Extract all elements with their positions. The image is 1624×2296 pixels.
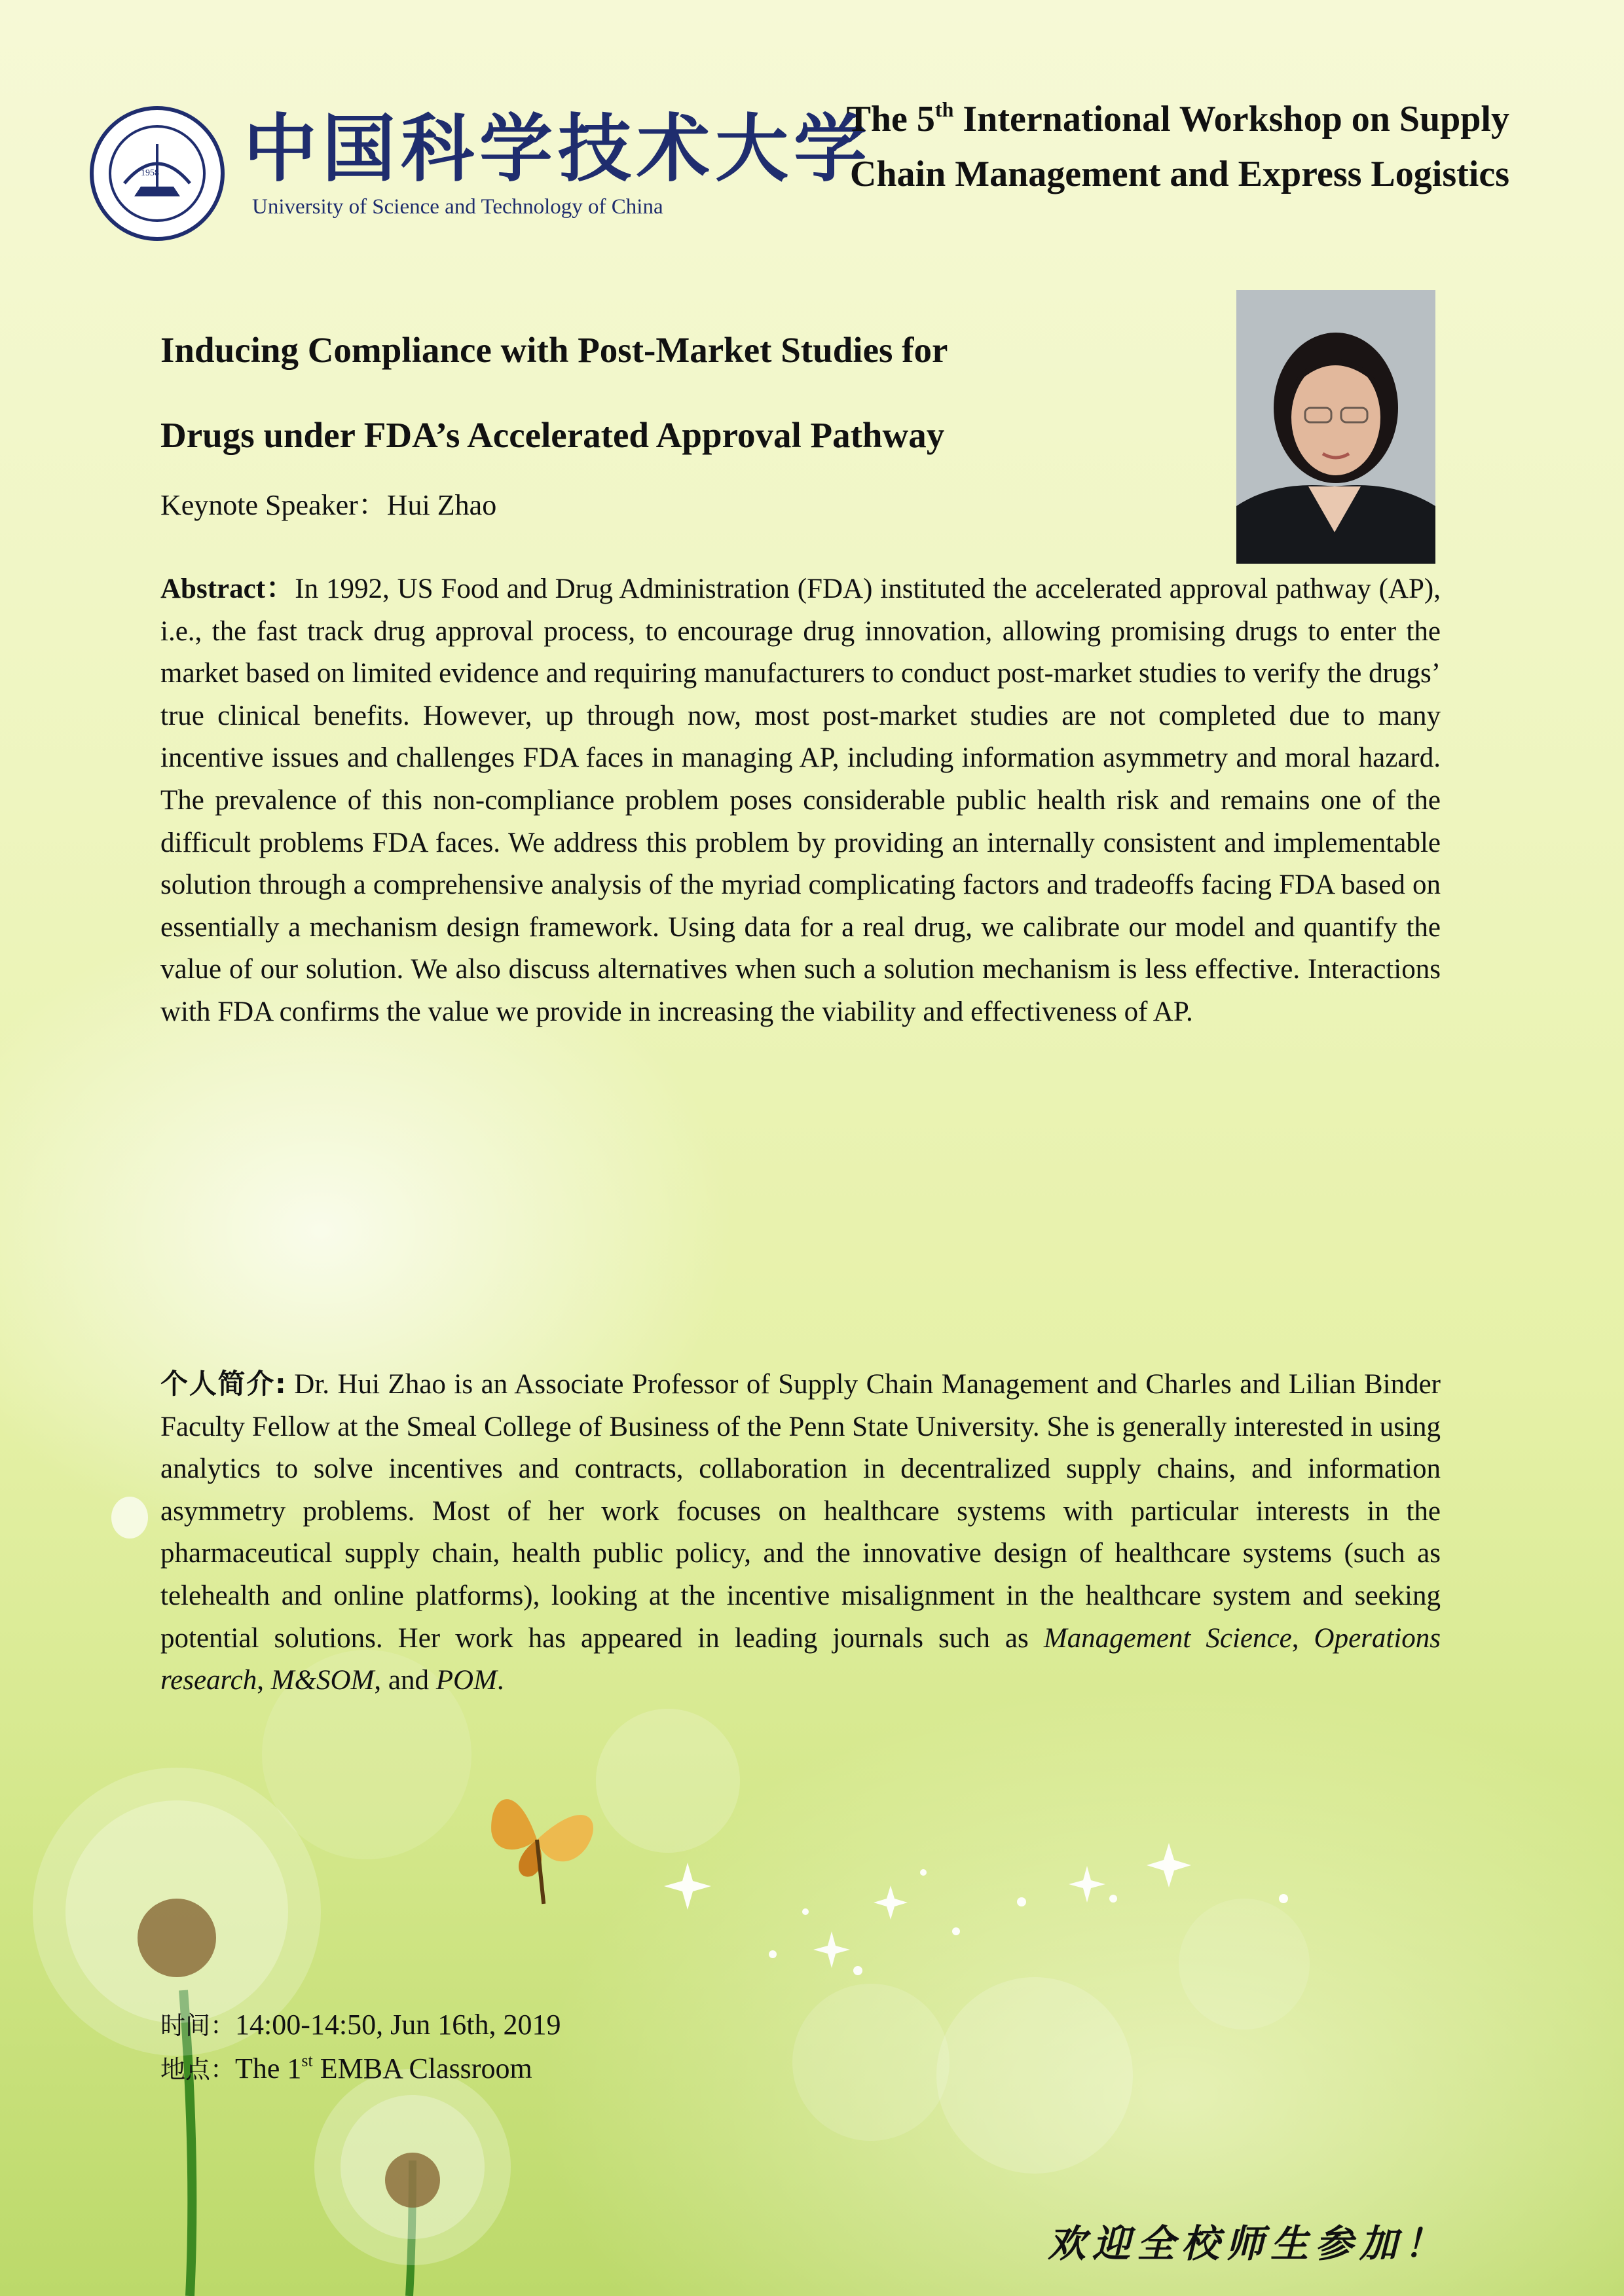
bio-text: Dr. Hui Zhao is an Associate Professor of Supply Chain Management and Charles and Lilian Binder Faculty Fellow at the Smeal College of Business of the Penn State University. She is generally interested in using analytics to solve incentives and contracts, collaboration in decentralized supply chains, and information asymmetry problems. Most of her work focuses on healthcare systems with particular interests in the pharmaceutical supply chain, health public policy, and the innovative design of healthcare systems (such as telehealth and online platforms), looking at the incentive misalignment in the healthcare system and seeking potential solutions. Her work has appeared in leading journals such as (160, 1369, 1441, 1654)
journal-name: M&SOM (270, 1665, 375, 1696)
abstract-text: In 1992, US Food and Drug Administration (FDA) instituted the accelerated approval pathway (AP), i.e., the fast track drug approval process, to encourage drug innovation, allowing promising drugs to enter the market based on limited evidence and requiring manufacturers to conduct post-market studies to verify the drugs’ true clinical benefits. However, up through now, most post-market studies are not completed due to many incentive issues and challenges FDA faces in managing AP, including information asymmetry and moral hazard. The prevalence of this non-compliance problem poses considerable public health risk and remains one of the difficult problems FDA faces. We address this problem by providing an internally consistent and implementable solution through a comprehensive analysis of the myriad complicating factors and tradeoffs facing FDA based on essentially a mechanism design framework. Using data for a real drug, we calibrate our model and quantify the value of our solution. We also discuss alternatives when such a solution mechanism is less effective. Interactions with FDA confirms the value we provide in increasing the viability and effectiveness of AP. (160, 574, 1441, 1027)
university-name-cn: 中国科学技术大学 (244, 106, 872, 192)
abstract-label: Abstract： (160, 574, 295, 604)
butterfly-icon (471, 1789, 597, 1912)
speaker-photo (1236, 290, 1435, 564)
event-time: 时间：14:00-14:50, Jun 16th, 2019 (160, 2009, 561, 2041)
journal-name: Management Science (1043, 1622, 1292, 1654)
dandelion-right (314, 2069, 511, 2265)
event-location: 地点：The 1st EMBA Classroom (160, 2051, 532, 2085)
welcome-message: 欢迎全校师生参加！ (1048, 2221, 1449, 2266)
university-name-en: University of Science and Technology of China (252, 195, 663, 219)
speaker-bio: 个人简介: Dr. Hui Zhao is an Associate Professor of Supply Chain Management and Charles and Lilian Binder Faculty Fellow at the Smeal College of Business of the Penn State University. She is generally interested in using analytics to solve incentives and contracts, collaboration in decentralized supply chains, and information asymmetry problems. Most of her work focuses on healthcare systems with particular interests in the pharmaceutical supply chain, health public policy, and the innovative design of healthcare systems (such as telehealth and online platforms), looking at the incentive misalignment in the healthcare system and seeking potential solutions. Her work has appeared in leading journals such as Management Science, Operations research, M&SOM, and POM. (160, 1368, 1441, 1696)
keynote-speaker: Keynote Speaker：Hui Zhao (160, 489, 497, 521)
bio-label: 个人简介: (160, 1368, 286, 1400)
abstract (160, 568, 1441, 1034)
seal-year: 1958 (141, 168, 159, 178)
talk-title: Inducing Compliance with Post-Market Studies for Drugs under FDA’s Accelerated Approval Pathway (160, 330, 948, 455)
event-details (160, 2003, 561, 2091)
water-drop-icon (111, 1497, 148, 1539)
journal-name: POM (435, 1665, 497, 1696)
journal-name: Operations research (160, 1622, 1441, 1696)
workshop-title-line2: Chain Management and Express Logistics (849, 154, 1509, 194)
university-seal-logo (88, 105, 226, 242)
workshop-title (724, 92, 1509, 202)
workshop-title-line1: The 5th International Workshop on Supply (846, 98, 1509, 139)
